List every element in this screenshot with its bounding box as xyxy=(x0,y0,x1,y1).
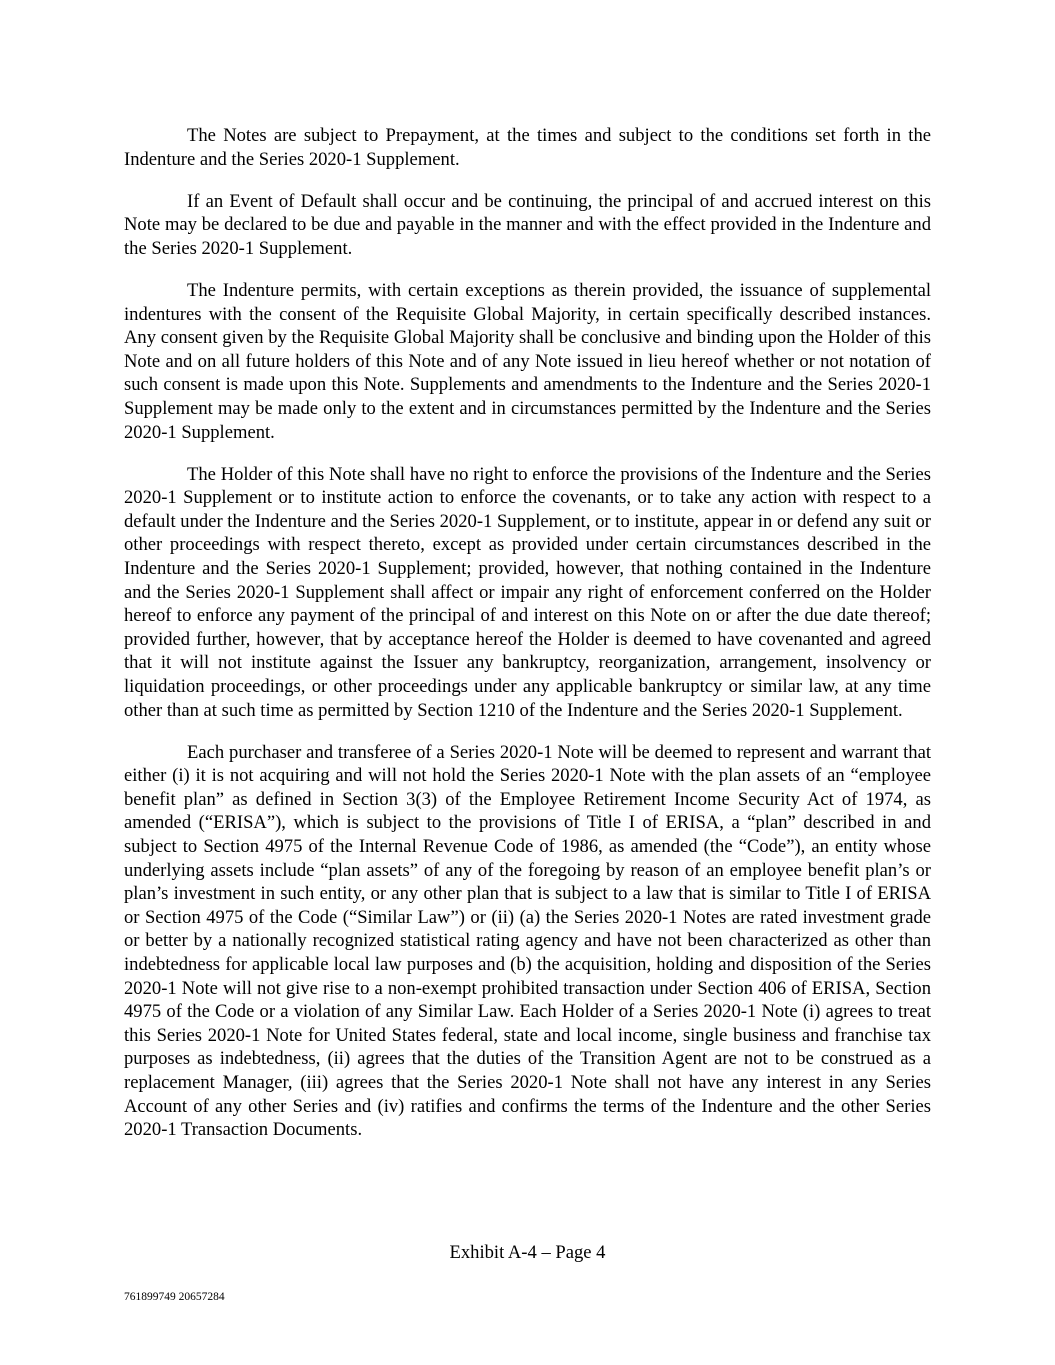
document-body xyxy=(124,124,931,1160)
paragraph-event-of-default: If an Event of Default shall occur and be continuing, the principal of and accrued interest on this Note may be declared to be due and payable in the manner and with the effect provided in the Indenture and the Series 2020-1 Supplement. xyxy=(124,190,931,259)
paragraph-prepayment: The Notes are subject to Prepayment, at the times and subject to the conditions set forth in the Indenture and the Series 2020-1 Supplement. xyxy=(124,125,931,170)
page-footer: Exhibit A-4 – Page 4 xyxy=(449,1242,606,1263)
paragraph-erisa-representations: Each purchaser and transferee of a Series 2020-1 Note will be deemed to represent and warrant that either (i) it is not acquiring and will not hold the Series 2020-1 Note with the plan assets of an “employee benefit plan” as defined in Section 3(3) of the Employee Retirement Income Security Act of 1974, as amended (“ERISA”), which is subject to the provisions of Title I of ERISA, a “plan” described in and subject to Section 4975 of the Internal Revenue Code of 1986, as amended (the “Code”), an entity whose underlying assets include “plan assets” of any of the foregoing by reason of an employee benefit plan’s or plan’s investment in such entity, or any other plan that is subject to a law that is similar to Title I of ERISA or Section 4975 of the Code (“Similar Law”) or (ii) (a) the Series 2020-1 Notes are rated investment grade or better by a nationally recognized statistical rating agency and have not been characterized as other than indebtedness for applicable local law purposes and (b) the acquisition, holding and disposition of the Series 2020-1 Note will not give rise to a non-exempt prohibited transaction under Section 406 of ERISA, Section 4975 of the Code or a violation of any Similar Law. Each Holder of a Series 2020-1 Note (i) agrees to treat this Series 2020-1 Note for United States federal, state and local income, single business and franchise tax purposes as indebtedness, (ii) agrees that the duties of the Transition Agent are not to be construed as a replacement Manager, (iii) agrees that the Series 2020-1 Note shall not have any interest in any Series Account of any other Series and (iv) ratifies and confirms the terms of the Indenture and the other Series 2020-1 Transaction Documents. xyxy=(124,741,931,1141)
document-id: 761899749 20657284 xyxy=(124,1291,225,1303)
paragraph-holder-rights: The Holder of this Note shall have no right to enforce the provisions of the Indenture and the Series 2020-1 Supplement or to institute action to enforce the covenants, or to take any action with respect to a default under the Indenture and the Series 2020-1 Supplement, or to institute, appear in or defend any suit or other proceedings with respect thereto, except as provided under certain circumstances described in the Indenture and the Series 2020-1 Supplement; provided, however, that nothing contained in the Indenture and the Series 2020-1 Supplement shall affect or impair any right of enforcement conferred on the Holder hereof to enforce any payment of the principal of and interest on this Note on or after the due date thereof; provided further, however, that by acceptance hereof the Holder is deemed to have covenanted and agreed that it will not institute against the Issuer any bankruptcy, reorganization, arrangement, insolvency or liquidation proceedings, or other proceedings under any applicable bankruptcy or similar law, at any time other than at such time as permitted by Section 1210 of the Indenture and the Series 2020-1 Supplement. xyxy=(124,463,931,721)
paragraph-supplemental-indentures: The Indenture permits, with certain exceptions as therein provided, the issuance of supplemental indentures with the consent of the Requisite Global Majority, in certain specifically described instances. Any consent given by the Requisite Global Majority shall be conclusive and binding upon the Holder of this Note and on all future holders of this Note and of any Note issued in lieu hereof whether or not notation of such consent is made upon this Note. Supplements and amendments to the Indenture and the Series 2020-1 Supplement may be made only to the extent and in circumstances permitted by the Indenture and the Series 2020-1 Supplement. xyxy=(124,279,931,443)
